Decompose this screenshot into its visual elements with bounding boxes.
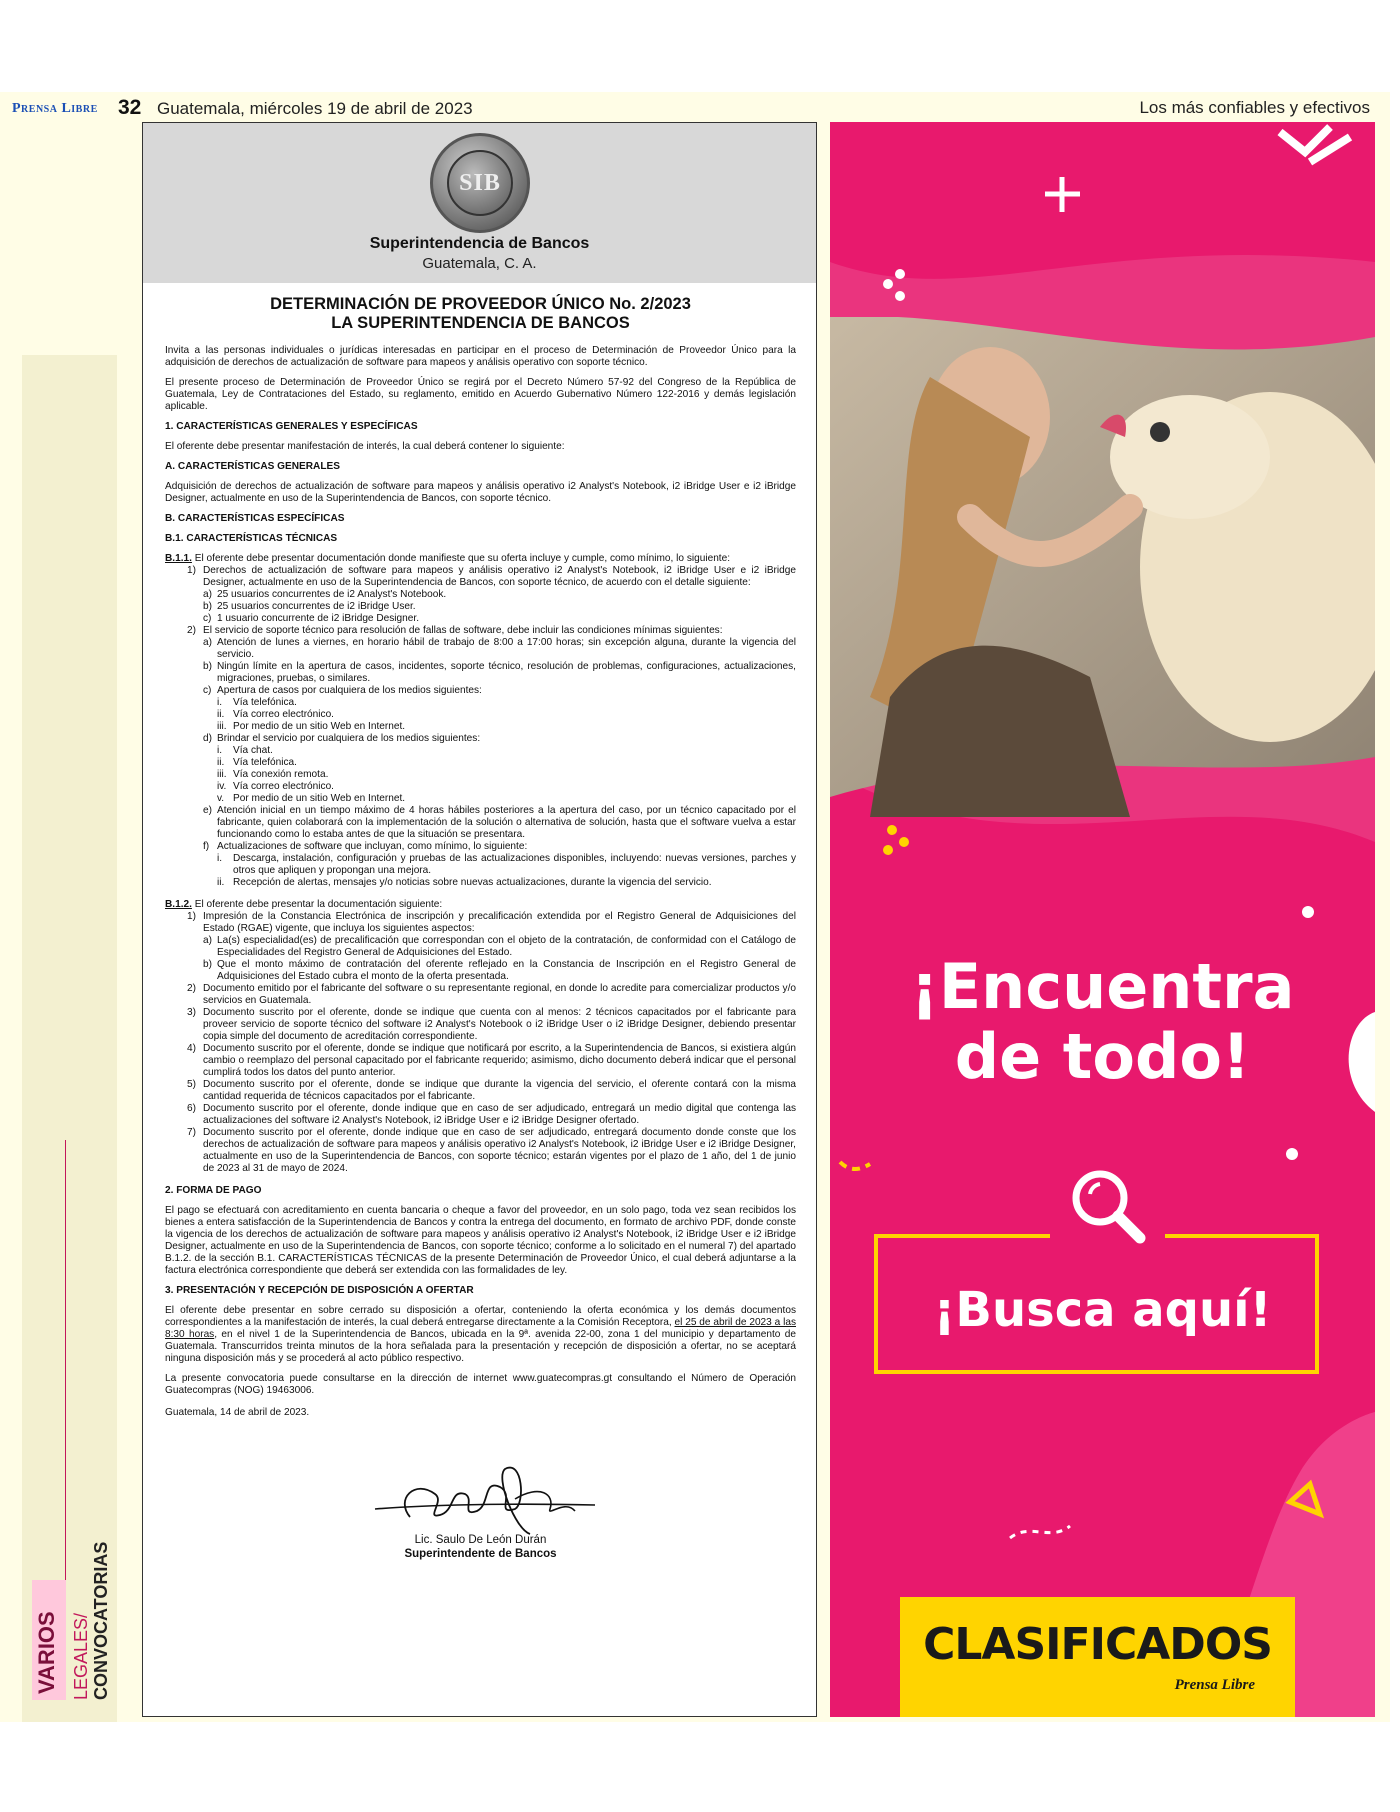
section-label-convocatorias: CONVOCATORIAS	[91, 1541, 111, 1700]
requirement-b11: B.1.1. El oferente debe presentar documentación donde manifieste que su oferta incluye y cumple, como mínimo, lo siguiente:	[165, 553, 731, 564]
list-item: iii. Vía conexión remota.	[217, 769, 329, 780]
sign-date: Guatemala, 14 de abril de 2023.	[165, 1407, 310, 1418]
list-item: v. Por medio de un sitio Web en Internet.	[217, 793, 406, 804]
list-item: 1) Impresión de la Constancia Electrónica de inscripción y precalificación extendida por el Registro General de Adquisiciones del Estado (RGAE) vigente, que incluya los siguientes aspectos:	[187, 911, 796, 934]
closing-paragraph: La presente convocatoria puede consultarse en la dirección de internet www.guatecompras.gt consultando el Número de Operación Guatecompras (NOG) 19463006.	[165, 1373, 796, 1396]
list-item: i. Vía telefónica.	[217, 697, 297, 708]
list-item: c) Apertura de casos por cualquiera de los medios siguientes:	[203, 685, 482, 696]
list-item: b) 25 usuarios concurrentes de i2 iBridge User.	[203, 601, 416, 612]
section-heading: 2. FORMA DE PAGO	[165, 1185, 262, 1196]
section-label-varios: VARIOS	[32, 1580, 66, 1700]
requirement-b12: B.1.2. El oferente debe presentar la documentación siguiente:	[165, 899, 443, 910]
section-heading: A. CARACTERÍSTICAS GENERALES	[165, 461, 340, 472]
list-item: 2) Documento emitido por el fabricante del software o su representante regional, en donde lo acredite para comercializar productos y/o servicios en Guatemala.	[187, 983, 796, 1006]
ad-headline: ¡Encuentra de todo!	[910, 950, 1295, 1093]
list-item: f) Actualizaciones de software que incluyan, como mínimo, lo siguiente:	[203, 841, 528, 852]
section-heading: 1. CARACTERÍSTICAS GENERALES Y ESPECÍFICAS	[165, 421, 418, 432]
list-item: a) La(s) especialidad(es) de precalificación que correspondan con el objeto de la contratación, de conformidad con el Catálogo de Especialidades del Registro General de Adquisiciones del Estado.	[203, 935, 796, 958]
legal-basis-paragraph: El presente proceso de Determinación de Proveedor Único se regirá por el Decreto Número 57-92 del Congreso de la República de Guatemala, Ley de Contrataciones del Estado, su reglamento, emitido en Acuerdo Gubernativo Número 122-2016 y demás legislación aplicable.	[165, 377, 796, 412]
list-item: iii. Por medio de un sitio Web en Internet.	[217, 721, 406, 732]
section-label-legales: LEGALES/	[71, 1612, 91, 1700]
list-item: ii. Recepción de alertas, mensajes y/o noticias sobre nuevas actualizaciones, durante la vigencia del servicio.	[217, 877, 712, 888]
payment-paragraph: El pago se efectuará con acreditamiento en cuenta bancaria o cheque a favor del proveedor, en un solo pago, toda vez sean recibidos los bienes a entera satisfacción de la Superintendencia de Bancos y contra la entrega del documento, en formato de archivo PDF, donde conste la vigencia de los derechos de actualización de software para mapeos y análisis operativo i2 Analyst's Notebook, i2 iBridge User e i2 iBridge Designer, actualmente en uso de la Superintendencia de Bancos, con soporte técnico; conforme a lo solicitado en el numeral 7) del apartado B.1.2. de la sección B.1. CARACTERÍSTICAS TÉCNICAS de la presente Determinación de Proveedor Único, el cual deberá adjuntarse a la factura electrónica correspondiente que deberá ser extendida con las formalidades de ley.	[165, 1205, 796, 1276]
list-item: 1) Derechos de actualización de software para mapeos y análisis operativo i2 Analyst's Notebook, i2 iBridge User e i2 iBridge Designer, actualmente en uso de la Superintendencia de Bancos, con soporte técnico, de acuerdo con el detalle siguiente:	[187, 565, 796, 588]
legal-notice	[142, 122, 817, 1717]
seal-text: SIB	[459, 170, 501, 196]
requirement-list	[187, 565, 796, 889]
clasificados-ad	[830, 122, 1375, 1717]
signature-block	[165, 1429, 796, 1579]
section-heading: B. CARACTERÍSTICAS ESPECÍFICAS	[165, 513, 345, 524]
list-item: 3) Documento suscrito por el oferente, donde se indique que cuenta con al menos: 2 técnicos capacitados por el fabricante para proveer servicio de soporte técnico del software i2 Analyst's Notebook o i2 iBridge User o i2 iBridge Designer, debiendo presentar copia simple del documento de acreditación correspondiente.	[187, 1007, 796, 1042]
clasificados-logo: CLASIFICADOS Prensa Libre	[900, 1597, 1295, 1717]
slogan: Los más confiables y efectivos	[1139, 98, 1370, 117]
notice-header	[143, 123, 816, 283]
list-item: i. Descarga, instalación, configuración y pruebas de las actualizaciones disponibles, incluyendo: nuevas versiones, parches y otros que apliquen y propongan una mejora.	[217, 853, 796, 876]
page-number: 32	[118, 96, 142, 119]
search-icon	[1050, 1150, 1165, 1265]
section-heading: B.1. CARACTERÍSTICAS TÉCNICAS	[165, 533, 338, 544]
list-item: b) Ningún límite en la apertura de casos, incidentes, soporte técnico, resolución de problemas, configuraciones, actualizaciones, migraciones, pruebas, o similares.	[203, 661, 796, 684]
org-city: Guatemala, C. A.	[422, 255, 537, 272]
masthead	[0, 96, 1390, 122]
list-item: 4) Documento suscrito por el oferente, donde se indique que notificará por escrito, a la Superintendencia de Bancos, si existiera algún cambio o reemplazo del personal capacitado por el fabricante requerido; asimismo, dicho documento deberá indicar que el personal cumplirá todos los datos del punto anterior.	[187, 1043, 796, 1078]
list-item: 5) Documento suscrito por el oferente, donde se indique que durante la vigencia del servicio, el oferente contará con la misma cantidad requerida de técnicos capacitados por el fabricante.	[187, 1079, 796, 1102]
paragraph: Adquisición de derechos de actualización de software para mapeos y análisis operativo i2 Analyst's Notebook, i2 iBridge User e i2 iBridge Designer, actualmente en uso de la Superintendencia de Bancos, con soporte técnico.	[165, 481, 796, 504]
list-item: ii. Vía telefónica.	[217, 757, 297, 768]
intro-paragraph: Invita a las personas individuales o jurídicas interesadas en participar en el proceso de Determinación de Proveedor Único para la adquisición de derechos de actualización de software para mapeos y análisis operativo con soporte técnico.	[165, 345, 796, 368]
list-item: 2) El servicio de soporte técnico para resolución de fallas de software, debe incluir las condiciones mínimas siguientes:	[187, 625, 723, 636]
org-name: Superintendencia de Bancos	[369, 235, 590, 252]
list-item: c) 1 usuario concurrente de i2 iBridge Designer.	[203, 613, 419, 624]
paragraph: El oferente debe presentar manifestación de interés, la cual deberá contener lo siguiente:	[165, 441, 565, 452]
submission-deadline: el 25 de abril de 2023 a las 8:30 horas	[165, 1317, 796, 1340]
list-item: d) Brindar el servicio por cualquiera de los medios siguientes:	[203, 733, 481, 744]
requirement-list	[187, 911, 796, 1175]
notice-body	[143, 283, 816, 1579]
section-heading: 3. PRESENTACIÓN Y RECEPCIÓN DE DISPOSICIÓN A OFERTAR	[165, 1285, 474, 1296]
newspaper-brand: Prensa Libre	[12, 101, 98, 116]
list-item: a) Atención de lunes a viernes, en horario hábil de trabajo de 8:00 a 17:00 horas; sin excepción alguna, durante la vigencia del servicio.	[203, 637, 796, 660]
list-item: 7) Documento suscrito por el oferente, donde indique que en caso de ser adjudicado, entregará documento donde conste que los derechos de actualización de software para mapeos y análisis operativo i2 Analyst's Notebook, i2 iBridge User e i2 iBridge Designer, actualmente en uso de la Superintendencia de Bancos, con soporte técnico; estarán vigentes por el plazo de 1 año, del 1 de junio de 2023 al 31 de mayo de 2024.	[187, 1127, 796, 1174]
section-strip	[22, 355, 117, 1722]
list-item: e) Atención inicial en un tiempo máximo de 4 horas hábiles posteriores a la apertura del caso, por un técnico capacitado por el fabricante, quien colaborará con la implementación de la solución o alternativa de solución, hasta que el software vuelva a estar funcionando como lo estaba antes de que la situación se presentara.	[203, 805, 796, 840]
submission-paragraph: El oferente debe presentar en sobre cerrado su disposición a ofertar, conteniendo la oferta económica y los demás documentos correspondientes a la manifestación de interés, la cual deberá entregarse directamente a la Comisión Receptora, el 25 de abril de 2023 a las 8:30 horas, en el nivel 1 de la Superintendencia de Bancos, ubicada en la 9ª. avenida 22-00, zona 1 del municipio y departamento de Guatemala. Transcurridos treinta minutos de la hora señalada para la presentación y recepción de disposición a ofertar, no se aceptará ninguna disposición más y se procederá al acto público respectivo.	[165, 1305, 796, 1364]
handwritten-signature	[365, 1439, 605, 1549]
list-item: a) 25 usuarios concurrentes de i2 Analyst's Notebook.	[203, 589, 447, 600]
notice-title: DETERMINACIÓN DE PROVEEDOR ÚNICO No. 2/2023 LA SUPERINTENDENCIA DE BANCOS	[270, 295, 691, 332]
list-item: i. Vía chat.	[217, 745, 273, 756]
list-item: b) Que el monto máximo de contratación del oferente reflejado en la Constancia de Inscripción en el Registro General de Adquisiciones del Estado cubra el monto de la oferta presentada.	[203, 959, 796, 982]
issue-date: Guatemala, miércoles 19 de abril de 2023	[157, 99, 473, 118]
signer-title: Superintendente de Bancos	[404, 1548, 557, 1560]
list-item: ii. Vía correo electrónico.	[217, 709, 334, 720]
list-item: 6) Documento suscrito por el oferente, donde indique que en caso de ser adjudicado, entregará un medio digital que contenga las actualizaciones del software i2 Analyst's Notebook, i2 iBridge User e i2 iBridge Designer ofertado.	[187, 1103, 796, 1126]
woman-with-dog-photo	[830, 317, 1375, 817]
ad-cta: ¡Busca aquí!	[933, 1282, 1272, 1338]
list-item: iv. Vía correo electrónico.	[217, 781, 334, 792]
signer-name: Lic. Saulo De León Durán	[414, 1534, 547, 1546]
sib-seal-logo	[430, 133, 530, 233]
